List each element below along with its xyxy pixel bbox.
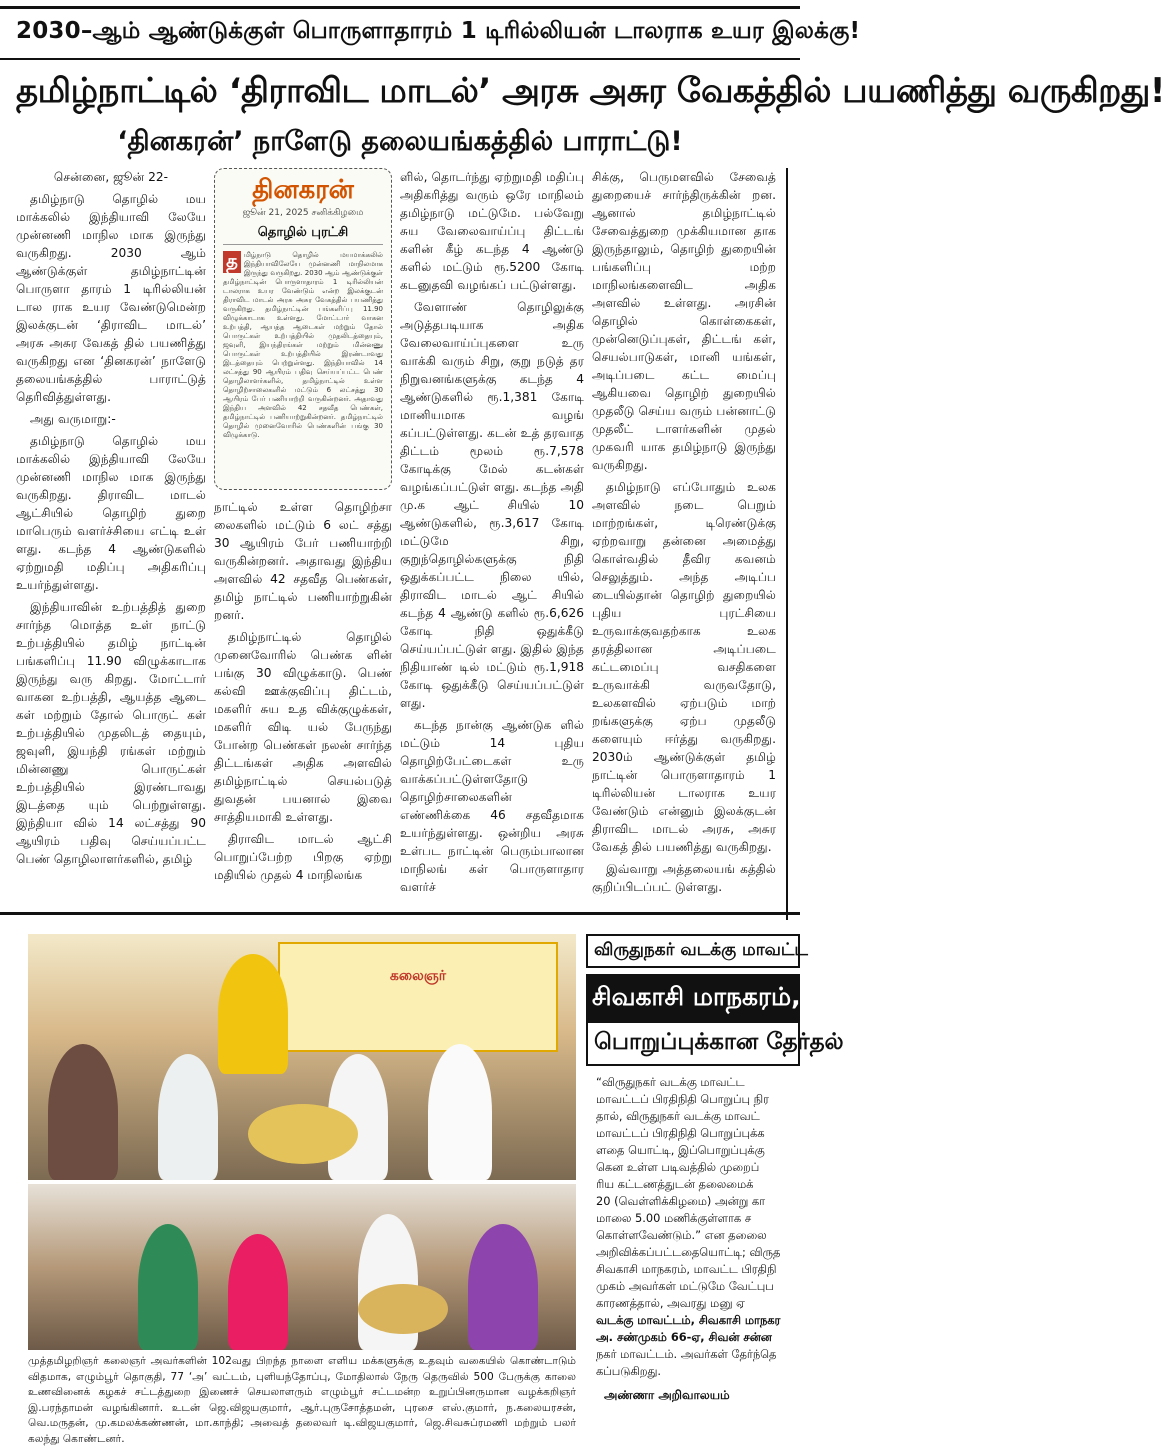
side-subheadline: பொறுப்புக்கான தேர்தல் [586, 1023, 800, 1066]
side-line: ரிய கட்டணத்துடன் தலைமைக் [596, 1177, 754, 1191]
person-figure [468, 1224, 538, 1350]
photo-caption: முத்தமிழறிஞர் கலைஞர் அவர்களின் 102வது பிறந்த நாளை எளிய மக்களுக்கு உதவும் வகையில் கொண்டாடும் விதமாக, எழும்பூர் தொகுதி, 77 ‘அ’ வட்டம், புளியந்தோப்பு, மோதிலால் நேரு தெருவில் 500 பேருக்கு காலை உணவினைக் கழகச் சட்டத்துறை இணைச் செயலாளரும் எழும்பூர் சட்டமன்ற உறுப்பினருமான வழக்கறிஞர் இ.பரந்தாமன் வழங்கினார். உடன் ஜெ.விஜயகுமார், ஆர்.புருசோத்தமன், புரசை எஸ்.குமார், ந.கலையரசன், வெ.மருதன், மு.கமலக்கண்ணன், மா.காந்தி; அவைத் தலைவர் டி.விஜயகுமார், ஜெ.சிவசுப்ரமணி மற்றும் பலர் கலந்து கொண்டனர். [28, 1355, 576, 1445]
clip-section-title: தொழில் புரட்சி [223, 225, 383, 245]
side-body [586, 1074, 800, 1380]
person-figure [48, 1044, 118, 1180]
dateline: சென்னை, ஜூன் 22- [53, 170, 169, 184]
article-column-1 [16, 168, 206, 908]
article-column-3 [400, 168, 584, 908]
side-line: நகர் மாவட்டம். அவர்கள் தேர்ந்தெ [596, 1347, 777, 1361]
right-edge-rule [786, 168, 800, 920]
paragraph: இந்தியாவின் உற்பத்தித் துறை சார்ந்த மொத்த உள் நாட்டு உற்பத்தியில் தமிழ் நாட்டின் பங்களிப்பு 11.90 விழுக்காடாக இருந்து வரு கிறது. மோட்டார் வாகன உற்பத்தி, ஆயத்த ஆடை கள் மற்றும் தோல் பொருட் கள் உற்பத்தியில் முதலிடத் தையும், ஜவுளி, இயந்தி ரங்கள் மற்றும் மின்னணு பொருட்கள் உற்பத்தியில் இரண்டாவது இடத்தை யும் பெற்றுள்ளது. இந்தியா வில் 14 லட்சத்து 90 ஆயிரம் பதிவு செய்யப்பட்ட பெண் தொழிலாளர்களில், தமிழ் [16, 600, 206, 866]
clip-brand-logo: தினகரன் [252, 175, 354, 205]
paragraph: நாட்டில் உள்ள தொழிற்சா லைகளில் மட்டும் 6 லட் சத்து 30 ஆயிரம் பேர் பணியாற்றி வருகின்றனர். அதாவது இந்திய அளவில் 42 சதவீத பெண்கள், தமிழ் நாட்டில் பணியாற்றுகின் றனர். [214, 500, 392, 622]
event-banner [278, 942, 558, 1052]
side-line: சிவகாசி மாநகரம், மாவட்ட பிரதிநி [596, 1262, 777, 1276]
side-line: 20 (வெள்ளிக்கிழமை) அன்று கா [596, 1194, 766, 1208]
person-figure [428, 1044, 492, 1180]
banner-text: கலைஞர் [389, 968, 447, 984]
kicker-headline: 2030–ஆம் ஆண்டுக்குள் பொருளாதாரம் 1 டிரில்லியன் டாலராக உயர இலக்கு! [16, 18, 861, 44]
section-divider [0, 912, 800, 926]
clip-text: மிழ்நாடு தொழில் மயமாக்கலில் இந்தியாவிலேயே முன்னணி மாநிலமாக இருந்து வருகிறது. 2030 ஆம் ஆண்டுக்குள் தமிழ்நாட்டின் பொருளாதாரம் 1 டிரில்லியன் டாலராக உயர வேண்டும் என்ற இலக்குடன் திராவிட மாடல் அரசு அசுர வேகத்தில் பயணித்து வருகிறது. தமிழ்நாட்டின் பங்களிப்பு 11.90 விழுக்காடாக உள்ளது. மோட்டார் வாகன உற்பத்தி, ஆயத்த ஆடைகள் மற்றும் தோல் பொருட்கள் உற்பத்தியில் முதலிடத்தையும், ஜவுளி, இயந்திரங்கள் மற்றும் மின்னணு பொருட்கள் உற்பத்தியில் இரண்டாவது இடத்தையும் பெற்றுள்ளது. இந்தியாவில் 14 லட்சத்து 90 ஆயிரம் பதிவு செய்யப்பட்ட பெண் தொழிலாளர்களில், தமிழ்நாட்டில் உள்ள தொழிற்சாலைகளில் மட்டும் 6 லட்சத்து 30 ஆயிரம் பேர் பணியாற்றி வருகின்றனர். அதாவது இந்திய அளவில் 42 சதவீத பெண்கள், தமிழ்நாட்டில் பணியாற்றுகின்றனர். தமிழ்நாட்டில் தொழில் முனைவோரில் பெண்களின் பங்கு 30 விழுக்காடு. [223, 251, 383, 439]
article-column-4 [592, 168, 776, 908]
event-photo-bottom [28, 1184, 576, 1350]
newspaper-clipping [214, 168, 392, 490]
side-headline: சிவகாசி மாநகரம், ம [586, 974, 800, 1023]
paragraph: தமிழ்நாட்டில் தொழில் முனைவோரில் பெண்க ளின் பங்கு 30 விழுக்காடு. பெண் கல்வி ஊக்குவிப்பு திட்டம், மகளிர் சுய உத விக்குழுக்கள், மகளிர் விடி யல் பேருந்து போன்ற பெண்கள் நலன் சார்ந்த திட்டங்கள் அதிக அளவில் தமிழ்நாட்டில் செயல்படுத் துவதன் பயனால் இவை சாத்தியமாகி உள்ளது. [214, 630, 392, 824]
side-line: முகம் அவர்கள் மட்டுமே வேட்புப [596, 1279, 774, 1293]
side-line: கொள்ளவேண்டும்.” என தலைை [596, 1228, 767, 1242]
article-body [16, 168, 786, 908]
paragraph: கடந்த நான்கு ஆண்டுக ளில் மட்டும் 14 புதிய தொழிற்பேட்டைகள் உரு வாக்கப்பட்டுள்ளதோடு தொழிற்சாலைகளின் எண்ணிக்கை 46 சதவீதமாக உயர்ந்துள்ளது. ஒன்றிய அரசு உள்பட நாட்டின் பெரும்பாலான மாநிலங் கள் பொருளாதார வளர்ச் [400, 718, 584, 894]
side-line: தால், விருதுநகர் வடக்கு மாவட் [596, 1109, 760, 1123]
side-line: காரணத்தால், அவரது மனு ஏ [596, 1296, 745, 1310]
paragraph: ளில், தொடர்ந்து ஏற்றுமதி மதிப்பு அதிகரித்து வரும் ஒரே மாநிலம் தமிழ்நாடு மட்டுமே. பல்வேறு சுய வேலைவாய்ப்பு திட்டங் களின் கீழ் கடந்த 4 ஆண்டு களில் மட்டும் ரூ.5200 கோடி கடனுதவி வழங்கப் பட்டுள்ளது. [400, 170, 584, 292]
person-figure [218, 954, 288, 1074]
clip-date: ஜூன் 21, 2025 சனிக்கிழமை [242, 208, 364, 218]
side-kicker: விருதுநகர் வடக்கு மாவட்ட [586, 934, 800, 968]
side-line: கப்படுகிறது. [596, 1364, 661, 1378]
side-line: மாவட்டப் பிரதிநிதி பொறுப்புக்க [596, 1126, 765, 1140]
top-band [0, 0, 861, 60]
side-line: மாலை 5.00 மணிக்குள்ளாக ச [596, 1211, 752, 1225]
paragraph: திராவிட மாடல் ஆட்சி பொறுப்பேற்ற பிறகு ஏற்று மதியில் முதல் 4 மாநிலங்க [214, 832, 392, 882]
paragraph: அது வருமாறு:- [30, 412, 116, 426]
side-signature: அண்ணா அறிவாலயம் [604, 1388, 730, 1402]
paragraph: தமிழ்நாடு எப்போதும் உலக அளவில் நடை பெறும் மாற்றங்கள், டிரெண்டுக்கு ஏற்றவாறு தன்னை அமைத்து கொள்வதில் தீவிர கவனம் செலுத்தும். அந்த அடிப்ப டையில்தான் தொழிற் துறையில் புதிய புரட்சியை உருவாக்குவதற்காக உலக தரத்திலான அடிப்படை கட்டமைப்பு வசதிகளை உருவாக்கி வருவதோடு, உலகளவில் ஏற்படும் மாற் றங்களுக்கு ஏற்ப முதலீடு களையும் ஈர்த்து வருகிறது. 2030ம் ஆண்டுக்குள் தமிழ் நாட்டின் பொருளாதாரம் 1 டிரில்லியன் டாலராக உயர வேண்டும் என்னும் இலக்குடன் திராவிட மாடல் அரசு, அசுர வேகத் தில் பயணித்து வருகிறது. [592, 480, 776, 854]
person-figure [228, 1234, 288, 1350]
side-line: ளதை யொட்டி, இப்பொறுப்புக்கு [596, 1143, 765, 1157]
paragraph: தமிழ்நாடு தொழில் மய மாக்கலில் இந்தியாவி லேயே முன்னணி மாநில மாக இருந்து வருகிறது. திராவிட மாடல் ஆட்சியில் தொழிற் துறை மாபெரும் வளர்ச்சியை எட்டி உள் ளது. கடந்த 4 ஆண்டுகளில் ஏற்றுமதி மதிப்பு அதிகரிப்பு உயர்ந்துள்ளது. [16, 434, 206, 592]
side-line: கென உள்ள படிவத்தில் முறைப் [596, 1160, 760, 1174]
person-figure [138, 1224, 198, 1350]
paragraph: இவ்வாறு அத்தலையங் கத்தில் குறிப்பிடப்பட் டுள்ளது. [592, 862, 776, 894]
event-photo-top [28, 934, 576, 1180]
paragraph: தமிழ்நாடு தொழில் மய மாக்கலில் இந்தியாவி லேயே முன்னணி மாநில மாக இருந்து வருகிறது. 2030 ஆம் ஆண்டுக்குள் தமிழ்நாட்டின் பொருளா தாரம் 1 டிரில்லியன் டால ராக உயர வேண்டுமென்ற இலக்குடன் ‘திராவிட மாடல்’ அரசு அசுர வேகத் தில் பயணித்து வருகிறது என ‘தினகரன்’ நாளேடு தலையங்கத்தில் பாராட்டுத் தெரிவித்துள்ளது. [16, 192, 206, 404]
side-line-bold: அ. சண்முகம் 66-ஏ, சிவன் சன்ன [596, 1330, 772, 1344]
side-line: மாவட்டப் பிரதிநிதி பொறுப்பு நிர [596, 1092, 769, 1106]
food-vessel [248, 1104, 358, 1164]
top-rule [0, 6, 800, 9]
article-column-2 [214, 498, 392, 908]
sub-headline: ‘தினகரன்’ நாளேடு தலையங்கத்தில் பாராட்டு! [117, 126, 683, 157]
photo-panel [28, 934, 576, 1445]
side-story [586, 934, 844, 1432]
side-line: அறிவிக்கப்பட்டதையொட்டி; விருத [596, 1245, 781, 1259]
clip-dropcap: த [223, 251, 241, 273]
paragraph: சிக்கு, பெருமளவில் சேவைத் துறையைச் சார்ந்திருக்கின் றன. ஆனால் தமிழ்நாட்டில் சேவைத்துறை முக்கியமான தாக இருந்தாலும், தொழிற் துறையின் பங்களிப்பு மற்ற மாநிலங்களைவிட அதிக அளவில் உள்ளது. அரசின் தொழில் கொள்கைகள், முன்னெடுப்புகள், திட்டங் கள், செயல்பாடுகள், மானி யங்கள், அடிப்படை கட்ட மைப்பு ஆகியவை தொழிற் துறையில் முதலீடு செய்ய வரும் பன்னாட்டு முதலீட் டாளர்களின் முதல் முகவரி யாக தமிழ்நாடு இருந்து வருகிறது. [592, 170, 776, 472]
food-vessel [358, 1284, 448, 1334]
side-line: “விருதுநகர் வடக்கு மாவட்ட [596, 1075, 745, 1089]
side-line-bold: வடக்கு மாவட்டம், சிவகாசி மாநகர [596, 1313, 781, 1327]
person-figure [158, 1054, 218, 1180]
main-headline: தமிழ்நாட்டில் ‘திராவிட மாடல்’ அரசு அசுர வேகத்தில் பயணித்து வருகிறது! [16, 71, 1165, 111]
paragraph: வேளாண் தொழிலுக்கு அடுத்தபடியாக அதிக வேலைவாய்ப்புகளை உரு வாக்கி வரும் சிறு, குறு நடுத் தர நிறுவனங்களுக்கு கடந்த 4 ஆண்டுகளில் ரூ.1,381 கோடி மானியமாக வழங் கப்பட்டுள்ளது. கடன் உத் தரவாத திட்டம் மூலம் ரூ.7,578 கோடிக்கு மேல் கடன்கள் வழங்கப்பட்டுள் ளது. கடந்த அதி மு.க ஆட் சியில் 10 ஆண்டுகளில், ரூ.3,617 கோடி மட்டுமே சிறு, குறுந்தொழில்களுக்கு நிதி ஒதுக்கப்பட்ட நிலை யில், திராவிட மாடல் ஆட் சியில் கடந்த 4 ஆண்டு களில் ரூ.6,626 கோடி நிதி ஒதுக்கீடு செய்யப்பட்டுள் ளது. இதில் இந்த நிதியாண் டில் மட்டும் ரூ.1,918 கோடி ஒதுக்கீடு செய்யப்பட்டுள் ளது. [400, 300, 584, 710]
